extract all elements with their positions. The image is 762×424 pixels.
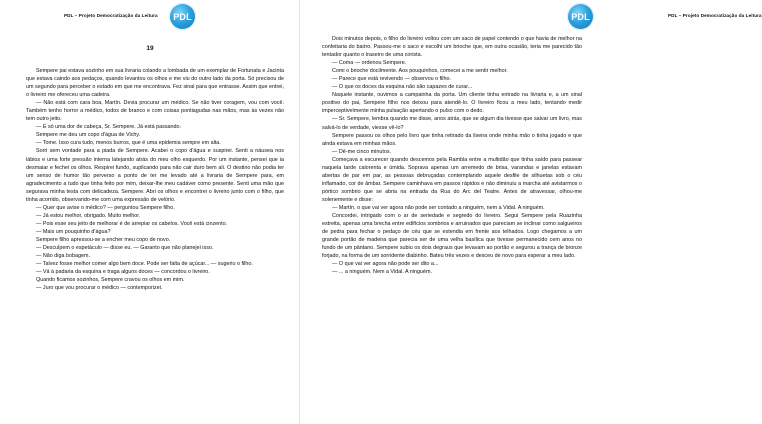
- paragraph: Começava a escurecer quando descemos pela Rambla entre a multidão que tinha saído para passear naquela tarde calorenta e úmida. Soprava apenas um arremedo de brisa, varandas e janelas estavam abertas de par em par, as pessoas debruçadas contemplando aquele desfile de silhuetas sob o céu inflamado, cor de âmbar. Sempere caminhava em passos rápidos e não diminuiu a marcha até avistarmos o pórtico sombrio que se abria na entrada da Rua do Arc del Teatre. Antes de atravessar, olhou-me solenemente e disse:: [322, 156, 582, 203]
- paragraph: — Não está com cara boa, Martín. Devia procurar um médico. Se não tiver coragem, vou com você. Também tenho horror a médico, todos de branco e com coisas pontiagudas nas mãos, mas às vezes não tem outro jeito.: [26, 100, 284, 123]
- left-page: [0, 0, 300, 424]
- paragraph: Sempere pai estava sozinho em sua livraria colando a lombada de um exemplar de Fortunata e Jacinta que estava caindo aos pedaços, quando levantou os olhos e me viu do outro lado da porta. Só precisou de um segundo para perceber o estado em que me encontrava. Fez sinal para que entrasse. Assim que entrei, o livreiro me ofereceu uma cadeira.: [26, 68, 284, 99]
- paragraph: Sorri sem vontade para a piada de Sempere. Acabei o copo d'água e suspirei. Senti a náusea nos lábios e uma forte pressão interna latejando atrás do meu olho esquerdo. Por um instante, pensei que ia desmaiar e fechei os olhos. Respirei fundo, suplicando para não cair duro bem ali. O destino não podia ter um senso de humor tão perverso a ponto de ter me levado até a livraria de Sempere para, em agradecimento a tudo que tinha feito por mim, deixar-lhe meu cadáver como presente. Senti uma mão que segurava minha testa com delicadeza. Sempere. Abri os olhos e encontrei o livreiro junto com o filho, que tinha acorrido, observando-me com uma expressão de velório.: [26, 148, 284, 203]
- left-body-text: [26, 67, 284, 292]
- right-page: [300, 0, 762, 424]
- paragraph: Sempere filho apressou-se a encher meu copo de novo.: [36, 236, 171, 243]
- paragraph: Sempere passou os olhos pelo livro que tinha retirado da lixeira onde minha mão o tinha jogado e que ainda estava em minhas mãos.: [322, 132, 582, 147]
- paragraph: — O que vai ver agora não pode ser dito a...: [332, 261, 439, 268]
- paragraph: — Mais um pouquinho d'água?: [36, 228, 111, 235]
- paragraph: — Parece que está revivendo — observou o filho.: [332, 76, 451, 83]
- paragraph: Concordei, intrigado com o ar de seriedade e segredo do livreiro. Segui Sempere pela Ruazinha estreita, apenas uma brecha entre edifícios sombrios e arruinados que pareciam se inclinar como salgueiros de pedra para fechar o pedaço de céu que se estendia em frente aos telhados. Logo chegamos a um grande portão de madeira que parecia ser de uma velha basílica que tivesse permanecido cem anos no fundo de um pântano. Sempere subiu os dois degraus que levavam ao portão e segurou a trança de bronze forjado, na forma de um sorridente diabinho. Bateu três vezes e desceu de novo para esperar a meu lado.: [322, 213, 582, 260]
- pdl-logo-left: [169, 3, 196, 30]
- paragraph: — Desculpem o espetáculo — disse eu. — Garanto que não planejei isso.: [36, 245, 214, 252]
- logo-text: PDL: [571, 11, 590, 22]
- logo-text: PDL: [173, 11, 192, 22]
- paragraph: — Não diga bobagem.: [36, 253, 90, 260]
- paragraph: — Sr. Sempere, lembra quando me disse, anos atrás, que se algum dia tivesse que salvar um livro, mas salvá-lo de verdade, viesse vê-lo?: [322, 116, 582, 131]
- paragraph: — É só uma dor de cabeça, Sr. Sempere. Já está passando.: [36, 124, 182, 131]
- paragraph: — Pois esse seu jeito de melhorar é de arrepiar os cabelos. Você está cinzento.: [36, 220, 228, 227]
- chapter-number: 19: [146, 45, 154, 52]
- paragraph: — Já estou melhor, obrigado. Muito melhor.: [36, 212, 141, 219]
- paragraph: — Tome. Isso cura tudo, menos burros, que é uma epidemia sempre em alta.: [36, 140, 221, 147]
- paragraph: Dois minutos depois, o filho do livreiro voltou com um saco de papel contendo o que havia de melhor na confeitaria do bairro. Passou-me o saco e escolhi um brioche que, em outra ocasião, teria me parecido tão tentador quanto o traseiro de uma corista.: [322, 36, 582, 59]
- paragraph: Naquele instante, ouvimos a campainha da porta. Um cliente tinha entrado na livraria e, a um sinal positivo do pai, Sempere filho nos deixou para atendê-lo. O livreiro ficou a meu lado, tentando medir imperceptivelmente minha pulsação apertando o pulso com o dedo.: [322, 92, 582, 115]
- paragraph: — Juro que vou procurar o médico — contemporizei.: [36, 285, 163, 292]
- paragraph: — Vá à padaria da esquina e traga alguns doces — concordou o livreiro.: [36, 269, 210, 276]
- right-header-title: PDL – Projeto Democratização da Leitura: [668, 13, 762, 18]
- right-body-text: [322, 35, 582, 276]
- left-header-title: PDL – Projeto Democratização da Leitura: [64, 13, 158, 18]
- paragraph: Quando ficamos sozinhos, Sempere cravou os olhos em mim.: [36, 277, 185, 284]
- paragraph: — Coma — ordenou Sempere.: [332, 60, 407, 67]
- paragraph: — Martín, o que vai ver agora não pode ser contado a ninguém, nem a Vidal. A ninguém.: [332, 204, 545, 211]
- paragraph: — Quer que avise o médico? — perguntou Sempere filho.: [36, 204, 175, 211]
- paragraph: — Talvez fosse melhor comer algo bem doce. Pode ser falta de açúcar... — sugeriu o filho.: [36, 261, 253, 268]
- paragraph: — O que os doces da esquina não são capazes de curar...: [332, 84, 473, 91]
- paragraph: — Dê-me cinco minutos.: [332, 148, 392, 155]
- pdl-logo-right: [567, 3, 594, 30]
- paragraph: — ... a ninguém. Nem a Vidal. A ninguém.: [332, 269, 432, 276]
- paragraph: Sempere me deu um copo d'água de Vichy.: [36, 132, 141, 139]
- paragraph: Comi o brioche docilmente. Aos pouquinhos, comecei a me sentir melhor.: [332, 68, 508, 75]
